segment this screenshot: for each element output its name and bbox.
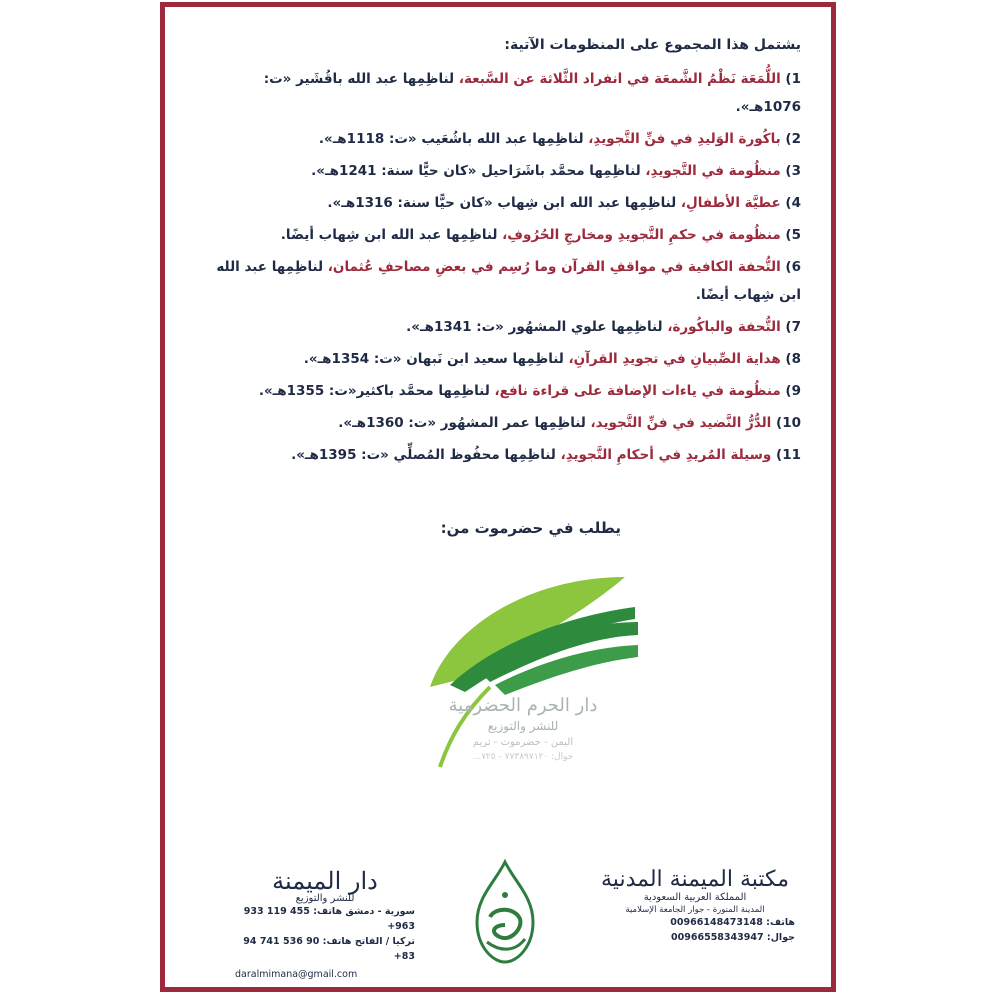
footer	[165, 857, 831, 997]
list-item	[195, 221, 801, 249]
item-number: 2)	[785, 131, 801, 147]
contact-value: 90 536 741 94 83+	[243, 936, 415, 962]
item-number: 10)	[776, 415, 801, 431]
item-title: باكُورة الوَليدِ في فنِّ التَّجويدِ،	[588, 131, 781, 147]
item-author: لناظِمِها عبد الله ابن شِهاب «كان حيًّا سنة: 1316هـ».	[327, 195, 681, 211]
item-author: لناظِمِها سعيد ابن نَبهان «ت: 1354هـ».	[303, 351, 569, 367]
item-number: 6)	[785, 259, 801, 275]
item-author: لناظِمِها محفُوظ المُصلِّي «ت: 1395هـ».	[291, 447, 561, 463]
page-frame	[160, 2, 836, 992]
list-item	[195, 441, 801, 469]
item-title: التُّحفة الكافية في مواقفِ القرآن وما رُسِم في بعضِ مصاحفِ عُثمان،	[327, 259, 781, 275]
item-author: لناظِمِها عمر المشهُور «ت: 1360هـ».	[338, 415, 591, 431]
publisher-logo-name: دار الحرم الحضرمية	[448, 695, 598, 716]
contact-turkey	[235, 934, 415, 964]
item-title: منظُومة في حكمِ التَّجويدِ ومخارجِ الحُرُوفِ،	[502, 227, 781, 243]
item-title: التُّحفة والباكُورة،	[667, 319, 781, 335]
item-author: لناظِمِها عبد الله باقُشَير «ت: 1076هـ».	[263, 71, 801, 115]
content-area	[195, 37, 801, 473]
works-list	[195, 65, 801, 469]
phone-row	[595, 915, 795, 930]
item-title: منظُومة في ياءات الإضافة على قراءة نافع،	[494, 383, 781, 399]
list-item	[195, 65, 801, 121]
item-number: 11)	[776, 447, 801, 463]
dar-almaymana-title: دار الميمنة	[272, 867, 378, 895]
list-item	[195, 409, 801, 437]
item-title: عطيَّة الأطفالِ،	[680, 195, 781, 211]
item-author: لناظِمِها محمَّد باكثير«ت: 1355هـ».	[258, 383, 495, 399]
item-number: 9)	[785, 383, 801, 399]
publisher-logo-location: اليمن - حضرموت - تريم	[472, 737, 574, 748]
dar-almaymana-block	[235, 867, 415, 982]
contact-syria	[235, 904, 415, 934]
item-number: 1)	[785, 71, 801, 87]
list-item	[195, 125, 801, 153]
item-number: 4)	[785, 195, 801, 211]
item-author: لناظِمِها عبد الله ابن شِهاب أيضًا.	[216, 259, 801, 303]
item-number: 5)	[785, 227, 801, 243]
contact-label: تركيا / الفاتح هاتف:	[322, 936, 415, 947]
item-author: لناظِمِها عبد الله ابن شِهاب أيضًا.	[280, 227, 503, 243]
seal-logo-icon	[465, 857, 545, 967]
contact-label: سورية - دمشق هاتف:	[313, 906, 415, 917]
email-address: daralmimana@gmail.com	[235, 969, 358, 980]
intro-heading: يشتمل هذا المجموع على المنظومات الآتية:	[504, 37, 801, 53]
item-title: اللُّمَعَة نَظْمُ الشَّمعَة في انفراد الثَّلاثة عن السَّبعة،	[458, 71, 781, 87]
mobile-value: 00966558343947	[671, 932, 764, 943]
item-title: الدُّرُّ النَّضيد في فنِّ التَّجويد،	[590, 415, 772, 431]
maktabat-address: المدينة المنورة - جوار الجامعة الإسلامية	[625, 905, 765, 915]
contact-value: 455 119 933 963+	[243, 906, 415, 932]
item-author: لناظِمِها عبد الله باشُعَيب «ت: 1118هـ».	[318, 131, 589, 147]
item-author: لناظِمِها محمَّد باشَرَاحيل «كان حيًّا سنة: 1241هـ».	[311, 163, 646, 179]
list-item	[195, 313, 801, 341]
item-author: لناظِمِها علوي المشهُور «ت: 1341هـ».	[406, 319, 668, 335]
publisher-logo-phone: جوال: ٧٧٣٨٩٧١٢٠ - ٧٢٥...	[472, 752, 574, 762]
phone-value: 00966148473148	[670, 917, 763, 928]
maktabat-almaymana-title: مكتبة الميمنة المدنية	[601, 867, 789, 892]
publisher-logo-sub: للنشر والتوزيع	[487, 719, 559, 733]
list-item	[195, 189, 801, 217]
list-item	[195, 157, 801, 185]
dar-almaymana-sub: للنشر والتوزيع	[295, 893, 355, 904]
maktabat-almaymana-block	[595, 867, 795, 945]
list-item	[195, 377, 801, 405]
list-item	[195, 345, 801, 373]
phone-label: هاتف:	[766, 917, 795, 928]
item-title: وسيلة المُريدِ في أحكامِ التَّجويدِ،	[560, 447, 772, 463]
item-title: منظُومة في التَّجويدِ،	[645, 163, 781, 179]
item-number: 3)	[785, 163, 801, 179]
order-from-heading: يطلب في حضرموت من:	[440, 519, 621, 537]
mobile-label: جوال:	[766, 932, 795, 943]
item-number: 7)	[785, 319, 801, 335]
maktabat-almaymana-sub: المملكة العربية السعودية	[643, 892, 747, 903]
item-title: هداية الصِّبيانِ في تجويدِ القرآنِ،	[568, 351, 781, 367]
mobile-row	[595, 930, 795, 945]
item-number: 8)	[785, 351, 801, 367]
list-item	[195, 253, 801, 309]
